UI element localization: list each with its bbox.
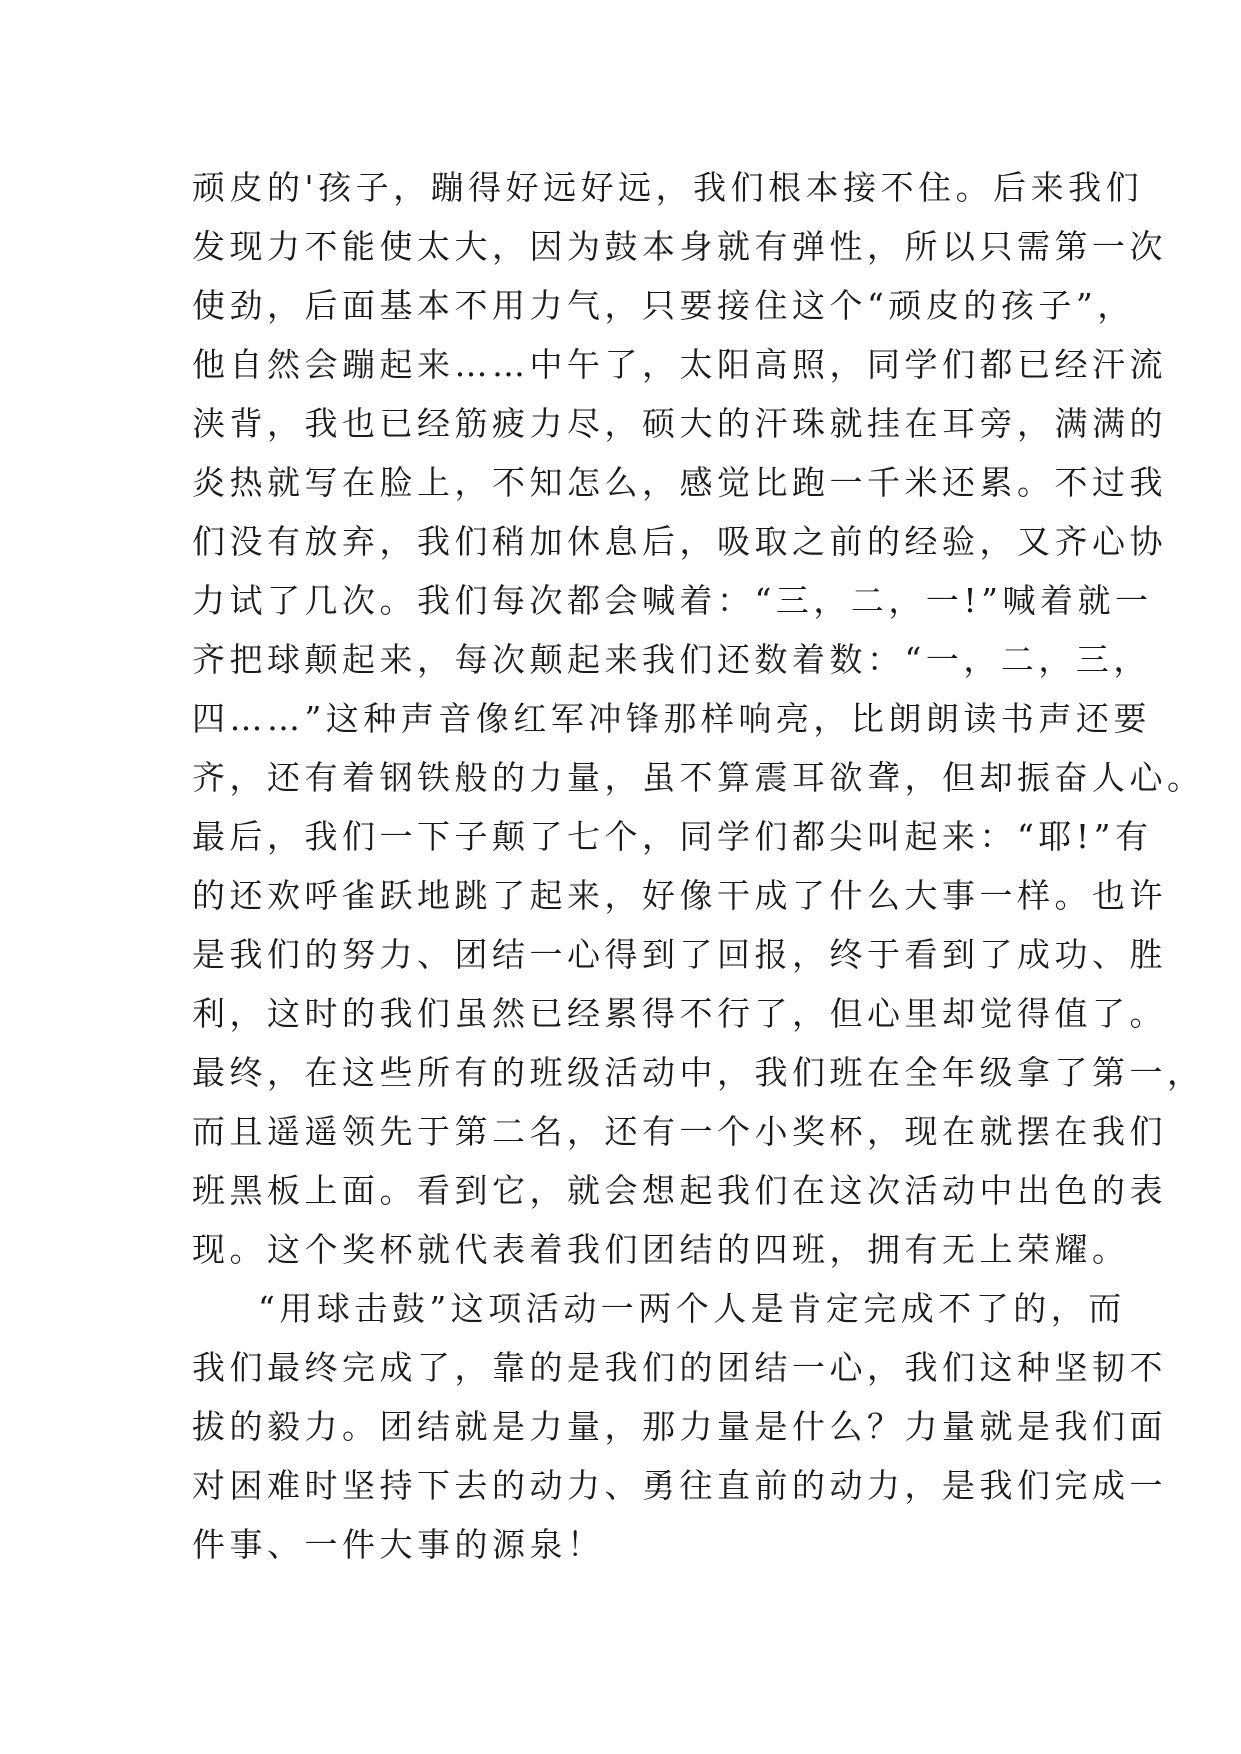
text-line: 现。这个奖杯就代表着我们团结的四班，拥有无上荣耀。 — [192, 1230, 1130, 1269]
text-line: 我们最终完成了，靠的是我们的团结一心，我们这种坚韧不 — [192, 1348, 1167, 1387]
text-line: 齐把球颠起来，每次颠起来我们还数着数：“一，二，三， — [192, 640, 1151, 679]
paragraph-1 — [192, 158, 1205, 1279]
text-line: 他自然会蹦起来……中午了，太阳高照，同学们都已经汗流 — [192, 345, 1167, 384]
text-line: 使劲，后面基本不用力气，只要接住这个“顽皮的孩子”， — [192, 286, 1135, 325]
text-line: 力试了几次。我们每次都会喊着：“三，二，一!”喊着就一 — [192, 581, 1153, 620]
text-line: 的还欢呼雀跃地跳了起来，好像干成了什么大事一样。也许 — [192, 876, 1167, 915]
text-line: 发现力不能使太大，因为鼓本身就有弹性，所以只需第一次 — [192, 227, 1167, 266]
text-line: 最终，在这些所有的班级活动中，我们班在全年级拿了第一， — [192, 1053, 1205, 1092]
text-line: “用球击鼓”这项活动一两个人是肯定完成不了的，而 — [258, 1289, 1126, 1328]
text-line: 们没有放弃，我们稍加休息后，吸取之前的经验，又齐心协 — [192, 522, 1167, 561]
text-line: 是我们的努力、团结一心得到了回报，终于看到了成功、胜 — [192, 935, 1167, 974]
text-line: 对困难时坚持下去的动力、勇往直前的动力，是我们完成一 — [192, 1466, 1167, 1505]
text-line: 浃背，我也已经筋疲力尽，硕大的汗珠就挂在耳旁，满满的 — [192, 404, 1167, 443]
text-line: 最后，我们一下子颠了七个，同学们都尖叫起来：“耶!”有 — [192, 817, 1153, 856]
paragraph-2 — [192, 1279, 1167, 1574]
body-text — [192, 158, 1205, 1574]
text-line: 炎热就写在脸上，不知怎么，感觉比跑一千米还累。不过我 — [192, 463, 1167, 502]
text-line: 齐，还有着钢铁般的力量，虽不算震耳欲聋，但却振奋人心。 — [192, 758, 1205, 797]
text-line: 而且遥遥领先于第二名，还有一个小奖杯，现在就摆在我们 — [192, 1112, 1167, 1151]
text-line: 班黑板上面。看到它，就会想起我们在这次活动中出色的表 — [192, 1171, 1167, 1210]
text-line: 拔的毅力。团结就是力量，那力量是什么？力量就是我们面 — [192, 1407, 1167, 1446]
text-line: 顽皮的'孩子，蹦得好远好远，我们根本接不住。后来我们 — [192, 168, 1144, 207]
text-line: 利，这时的我们虽然已经累得不行了，但心里却觉得值了。 — [192, 994, 1167, 1033]
text-line: 四……”这种声音像红军冲锋那样响亮，比朗朗读书声还要 — [192, 699, 1151, 738]
text-line: 件事、一件大事的源泉！ — [192, 1525, 605, 1564]
